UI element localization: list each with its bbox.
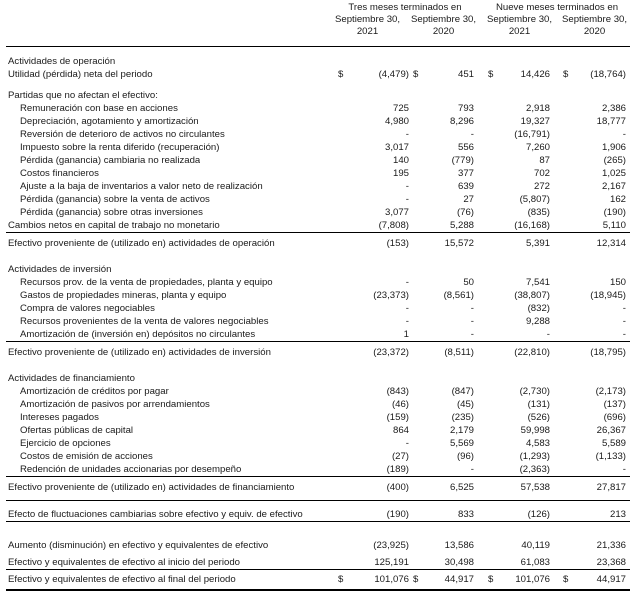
cell-value-col-1: 140 [392,155,409,166]
cell-value-col-3: (16,791) [514,129,550,140]
cell-value-col-2: 15,572 [444,238,474,249]
cell-value-col-3: (5,807) [519,194,550,205]
header-group-nine-months: Nueve meses terminados en [495,2,619,13]
table-row [0,206,639,219]
table-row [0,463,639,476]
cell-value-col-2: 793 [457,103,474,114]
row-label: Amortización de (inversión en) depósitos no circulantes [20,329,256,340]
cell-value-col-3: (832) [527,303,550,314]
cell-value-col-1: (4,479) [378,69,409,80]
row-label: Efectivo proveniente de (utilizado en) actividades de financiamiento [8,482,295,493]
cell-value-col-2: 2,179 [449,425,474,436]
cell-value-col-1: 101,076 [374,574,409,585]
cell-value-col-4: (265) [603,155,626,166]
cell-value-col-3: (38,807) [514,290,550,301]
cell-value-col-2: (96) [456,451,474,462]
cell-value-col-4: 5,589 [601,438,626,449]
row-label: Efectivo proveniente de (utilizado en) actividades de operación [8,238,275,249]
currency-symbol: $ [413,69,419,80]
row-label: Cambios netos en capital de trabajo no monetario [8,220,220,231]
cell-value-col-4: (190) [603,207,626,218]
row-label: Gastos de propiedades mineras, planta y equipo [20,290,227,301]
table-row [0,315,639,328]
cell-value-col-4: (696) [603,412,626,423]
cell-value-col-1: 3,077 [384,207,409,218]
cell-value-col-2: 44,917 [444,574,474,585]
table-row [0,289,639,302]
row-label: Costos financieros [20,168,99,179]
total-row [0,481,639,494]
cell-value-col-1: - [405,438,409,449]
cell-value-col-4: 5,110 [602,220,626,231]
cell-value-col-4: - [622,329,626,340]
cell-value-col-4: (18,764) [590,69,626,80]
cell-value-col-3: 57,538 [520,482,550,493]
table-row [0,102,639,115]
header-col-3-year: 2021 [508,26,531,37]
cell-value-col-3: 5,391 [525,238,550,249]
currency-symbol: $ [563,69,569,80]
cell-value-col-2: (779) [451,155,474,166]
cell-value-col-3: 59,998 [520,425,550,436]
row-label: Depreciación, agotamiento y amortización [20,116,199,127]
header-col-1-line1: Septiembre 30, [334,14,401,25]
cell-value-col-1: 725 [392,103,409,114]
cell-value-col-2: - [470,303,474,314]
cell-value-col-4: 1,025 [601,168,626,179]
cell-value-col-2: 8,296 [449,116,474,127]
cell-value-col-3: (131) [527,399,550,410]
cell-value-col-4: 21,336 [596,540,626,551]
section-heading [0,263,639,276]
cell-value-col-4: 26,367 [596,425,626,436]
row-label: Reversión de deterioro de activos no circulantes [20,129,225,140]
total-row [0,237,639,250]
cell-value-col-3: (2,730) [519,386,550,397]
subtotal-rule [6,476,630,477]
cell-value-col-4: 150 [609,277,626,288]
table-row [0,180,639,193]
table-row [0,508,639,521]
cell-value-col-1: (153) [386,238,409,249]
cell-value-col-2: 50 [463,277,474,288]
cell-value-col-4: 213 [609,509,626,520]
row-label: Efecto de fluctuaciones cambiarias sobre efectivo y equiv. de efectivo [8,509,303,520]
section-heading [0,89,639,102]
table-row [0,302,639,315]
subtotal-rule [6,500,630,501]
cell-value-col-1: (23,373) [373,290,409,301]
row-label: Recursos provenientes de la venta de valores negociables [20,316,269,327]
cell-value-col-4: - [622,464,626,475]
cell-value-col-3: 19,327 [520,116,550,127]
cell-value-col-3: (22,810) [514,347,550,358]
cell-value-col-1: - [405,277,409,288]
cell-value-col-1: - [405,181,409,192]
cell-value-col-4: 1,906 [601,142,626,153]
cell-value-col-3: 87 [539,155,550,166]
row-label: Efectivo y equivalentes de efectivo al inicio del periodo [8,557,240,568]
currency-symbol: $ [488,69,494,80]
row-label: Pérdida (ganancia) sobre la venta de activos [20,194,210,205]
cell-value-col-2: (8,561) [443,290,474,301]
cell-value-col-2: 377 [457,168,474,179]
row-label: Costos de emisión de acciones [20,451,153,462]
cell-value-col-2: - [470,316,474,327]
row-label: Actividades de financiamiento [8,373,135,384]
cell-value-col-1: (7,808) [378,220,409,231]
currency-symbol: $ [413,574,419,585]
cell-value-col-1: 1 [403,329,409,340]
row-label: Ejercicio de opciones [20,438,111,449]
cell-value-col-4: (18,945) [590,290,626,301]
cell-value-col-2: (76) [456,207,474,218]
table-row [0,128,639,141]
subtotal-rule [6,521,630,522]
table-row [0,539,639,552]
grand-total-row [0,573,639,586]
table-row [0,411,639,424]
row-label: Intereses pagados [20,412,99,423]
table-row [0,115,639,128]
cell-value-col-1: (190) [386,509,409,520]
subtotal-rule [6,232,630,233]
section-heading [0,372,639,385]
cell-value-col-3: 9,288 [525,316,550,327]
row-label: Remuneración con base en acciones [20,103,178,114]
cell-value-col-2: (8,511) [444,347,474,358]
header-divider [6,46,630,47]
row-label: Partidas que no afectan el efectivo: [8,90,158,101]
table-row [0,556,639,569]
cell-value-col-1: 3,017 [384,142,409,153]
cell-value-col-2: (847) [451,386,474,397]
row-label: Utilidad (pérdida) neta del periodo [8,69,153,80]
header-col-4-line1: Septiembre 30, [561,14,628,25]
cell-value-col-4: 12,314 [596,238,626,249]
cell-value-col-3: 14,426 [520,69,550,80]
cell-value-col-1: 4,980 [384,116,409,127]
cell-value-col-1: (159) [386,412,409,423]
table-row [0,437,639,450]
cell-value-col-4: 2,386 [601,103,626,114]
cell-value-col-2: - [470,464,474,475]
row-label: Amortización de pasivos por arrendamientos [20,399,210,410]
cell-value-col-4: 27,817 [596,482,626,493]
cell-value-col-3: 61,083 [520,557,550,568]
cell-value-col-2: - [470,329,474,340]
row-label: Aumento (disminución) en efectivo y equivalentes de efectivo [8,540,269,551]
column-header [0,2,639,42]
row-label: Efectivo y equivalentes de efectivo al final del periodo [8,574,236,585]
cell-value-col-2: (45) [456,399,474,410]
cell-value-col-3: 7,260 [525,142,550,153]
cell-value-col-3: 101,076 [515,574,550,585]
table-row [0,450,639,463]
cell-value-col-3: 7,541 [525,277,550,288]
row-label: Actividades de operación [8,56,116,67]
cell-value-col-1: 195 [392,168,409,179]
cell-value-col-2: 556 [457,142,474,153]
cell-value-col-4: 23,368 [596,557,626,568]
subtotal-rule [6,341,630,342]
cell-value-col-3: 40,119 [521,540,550,551]
cell-value-col-2: (235) [451,412,474,423]
cell-value-col-3: (16,168) [514,220,550,231]
cell-value-col-4: 18,777 [596,116,626,127]
cell-value-col-1: (843) [386,386,409,397]
cell-value-col-4: (2,173) [595,386,626,397]
row-label: Pérdida (ganancia) cambiaria no realizada [20,155,201,166]
cell-value-col-3: (126) [527,509,550,520]
table-row [0,141,639,154]
total-row [0,346,639,359]
cell-value-col-1: (189) [386,464,409,475]
header-col-2-line1: Septiembre 30, [410,14,477,25]
table-row [0,193,639,206]
header-col-4-year: 2020 [583,26,606,37]
section-heading [0,55,639,68]
table-row [0,68,639,81]
header-col-3-line1: Septiembre 30, [486,14,553,25]
table-row [0,328,639,341]
cell-value-col-4: (18,795) [590,347,626,358]
cell-value-col-1: - [405,129,409,140]
cell-value-col-4: - [622,316,626,327]
table-row [0,154,639,167]
cell-value-col-3: (2,363) [519,464,550,475]
cell-value-col-2: 6,525 [449,482,474,493]
currency-symbol: $ [338,69,344,80]
header-col-1-year: 2021 [356,26,379,37]
row-label: Impuesto sobre la renta diferido (recuperación) [20,142,220,153]
row-label: Amortización de créditos por pagar [20,386,169,397]
cell-value-col-4: - [622,129,626,140]
cell-value-col-1: - [405,303,409,314]
cell-value-col-3: 4,583 [525,438,550,449]
header-group-three-months: Tres meses terminados en [348,2,462,13]
cell-value-col-1: (400) [386,482,409,493]
cell-value-col-2: - [470,129,474,140]
row-label: Efectivo proveniente de (utilizado en) actividades de inversión [8,347,271,358]
row-label: Ajuste a la baja de inventarios a valor neto de realización [20,181,263,192]
row-label: Ofertas públicas de capital [20,425,134,436]
row-label: Redención de unidades accionarias por desempeño [20,464,242,475]
cell-value-col-3: - [546,329,550,340]
cell-value-col-2: 27 [463,194,474,205]
table-row [0,424,639,437]
row-label: Compra de valores negociables [20,303,155,314]
subtotal-rule [6,569,630,570]
cell-value-col-1: 125,191 [374,557,409,568]
cell-value-col-1: 864 [392,425,409,436]
cell-value-col-1: (23,925) [373,540,409,551]
cell-value-col-4: (137) [603,399,626,410]
cell-value-col-1: - [405,194,409,205]
cell-value-col-3: 272 [533,181,550,192]
cell-value-col-4: 44,917 [596,574,626,585]
table-row [0,398,639,411]
cell-value-col-2: 5,569 [449,438,474,449]
table-row [0,276,639,289]
row-label: Actividades de inversión [8,264,112,275]
cell-value-col-4: 2,167 [601,181,626,192]
cell-value-col-2: 639 [457,181,474,192]
cell-value-col-1: (46) [391,399,409,410]
header-col-2-year: 2020 [432,26,455,37]
table-row [0,219,639,232]
currency-symbol: $ [488,574,494,585]
cell-value-col-2: 451 [457,69,474,80]
cell-value-col-2: 833 [457,509,474,520]
table-row [0,385,639,398]
cell-value-col-4: 162 [609,194,626,205]
table-row [0,167,639,180]
cell-value-col-2: 30,498 [444,557,474,568]
row-label: Recursos prov. de la venta de propiedades, planta y equipo [20,277,273,288]
cell-value-col-3: (1,293) [519,451,550,462]
currency-symbol: $ [563,574,569,585]
cell-value-col-3: 702 [533,168,550,179]
cell-value-col-4: (1,133) [595,451,626,462]
cell-value-col-4: - [622,303,626,314]
currency-symbol: $ [338,574,344,585]
double-underline-rule [6,589,630,591]
cell-value-col-1: (27) [391,451,409,462]
cell-value-col-3: (526) [527,412,550,423]
cell-value-col-1: - [405,316,409,327]
cell-value-col-2: 5,288 [449,220,474,231]
cell-value-col-2: 13,586 [444,540,474,551]
cell-value-col-3: (835) [527,207,550,218]
cell-value-col-1: (23,372) [373,347,409,358]
cell-value-col-3: 2,918 [525,103,550,114]
row-label: Pérdida (ganancia) sobre otras inversiones [20,207,203,218]
